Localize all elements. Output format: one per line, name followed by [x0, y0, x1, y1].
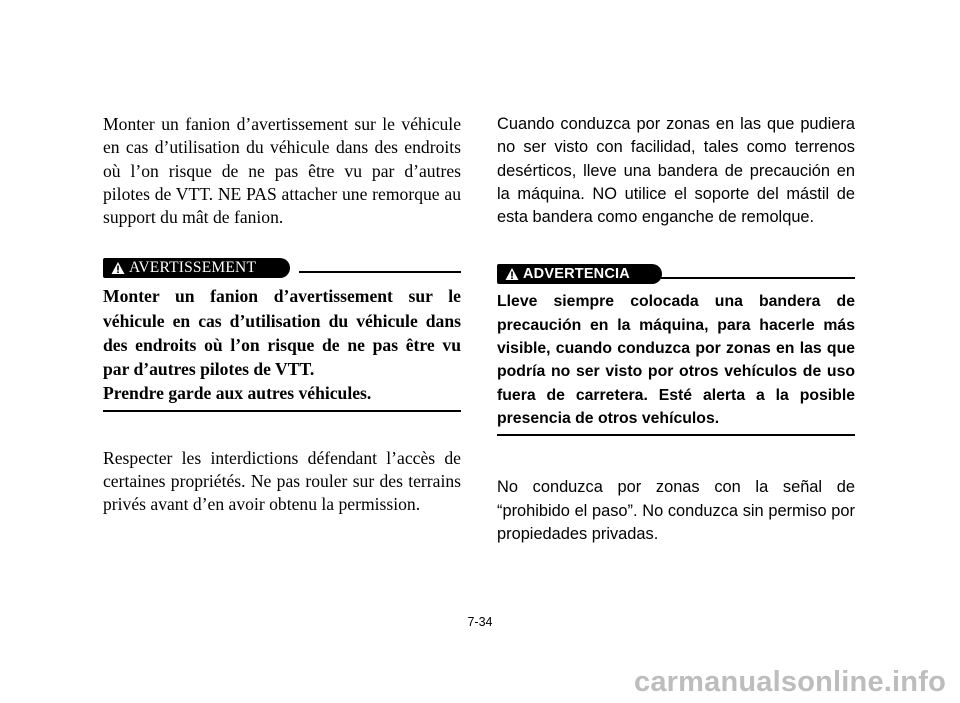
- french-warning-body: [103, 284, 461, 405]
- spanish-warning-header: [497, 264, 855, 284]
- watermark: carmanualsonline.info: [634, 666, 946, 698]
- french-warning-top-rule: [299, 271, 461, 273]
- french-warning-header: [103, 258, 461, 278]
- spanish-warning-body: [497, 290, 855, 430]
- french-intro: Monter un fanion d’avertissement sur le véhicule en cas d’utilisation du véhicule dans des endroits où l’on risque de ne pas être vu par d’autres pilotes de VTT. NE PAS attacher une remorque au support du mât de fanion.: [103, 114, 461, 228]
- spanish-warning-top-rule: [661, 277, 855, 279]
- spanish-warning-badge: [497, 264, 662, 284]
- warning-triangle-icon: [111, 261, 125, 275]
- french-warning-line1: Monter un fanion d’avertissement sur le véhicule en cas d’utilisation du véhicule dans des endroits où l’on risque de ne pas être vu par d’autres pilotes de VTT.: [103, 286, 461, 380]
- spanish-intro: Cuando conduzca por zonas en las que pudiera no ser visto con facilidad, tales como terrenos desérticos, lleve una bandera de precaución en la máquina. NO utilice el soporte del mástil de esta bandera como enganche de remolque.: [497, 115, 855, 227]
- french-column: [103, 113, 461, 516]
- french-warning-line2: Prendre garde aux autres véhicules.: [103, 383, 372, 404]
- spanish-outro: No conduzca por zonas con la señal de “prohibido el paso”. No conduzca sin permiso por propiedades privadas.: [497, 478, 855, 543]
- warning-triangle-icon: [505, 267, 519, 281]
- page-number: 7-34: [467, 615, 493, 629]
- french-warning-badge: [103, 258, 290, 278]
- spanish-column: [497, 113, 855, 546]
- french-warning-label: AVERTISSEMENT: [129, 259, 257, 277]
- french-outro: Respecter les interdictions défendant l’accès de certaines propriétés. Ne pas rouler sur des terrains privés avant d’en avoir obtenu la permission.: [103, 447, 461, 515]
- spanish-warning-label: ADVERTENCIA: [523, 266, 630, 283]
- spanish-warning-text: Lleve siempre colocada una bandera de precaución en la máquina, para hacerle más visible, cuando conduzca por zonas en las que podría no ser visto por otros vehículos de uso fuera de carretera. Esté alerta a la posible presencia de otros vehículos.: [497, 293, 855, 427]
